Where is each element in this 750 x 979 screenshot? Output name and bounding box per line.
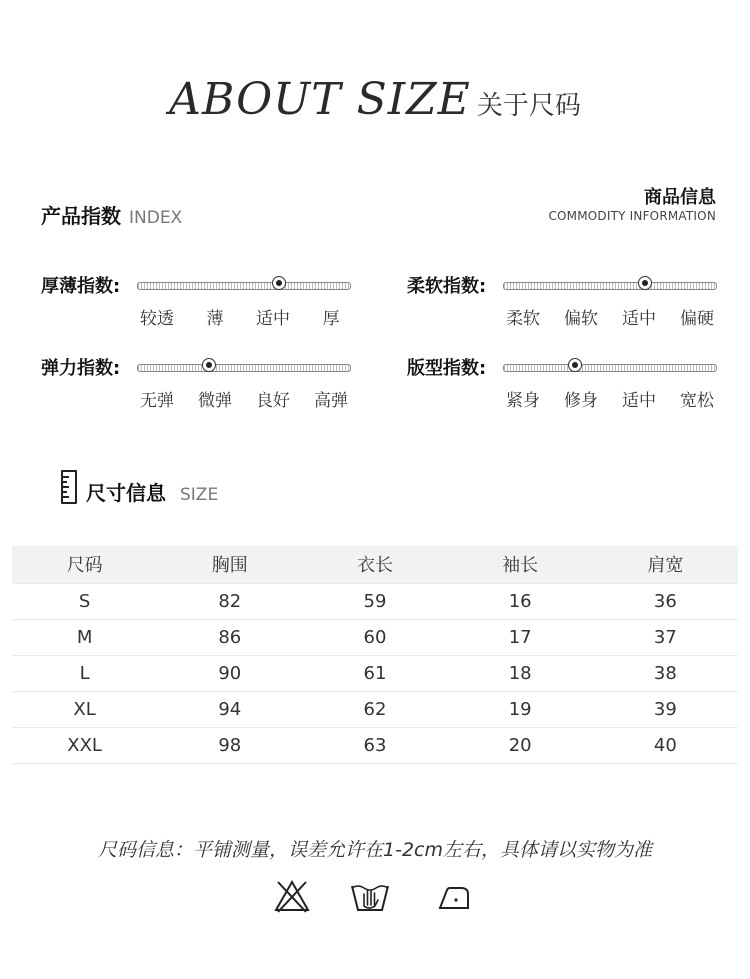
- size-header-zh: 尺寸信息: [86, 481, 166, 505]
- index-tick: 厚: [322, 309, 340, 329]
- index-tick: 微弹: [198, 391, 232, 411]
- no-bleach-icon: [272, 876, 312, 916]
- commodity-info-en: COMMODITY INFORMATION: [548, 209, 716, 223]
- table-cell: 19: [508, 698, 532, 720]
- table-cell: 82: [157, 583, 302, 619]
- index-tick: 修身: [564, 391, 598, 411]
- table-cell: 94: [218, 698, 242, 720]
- index-tick: 柔软: [506, 309, 540, 329]
- size-header-en: SIZE: [180, 485, 219, 505]
- table-cell: 59: [302, 583, 447, 619]
- index-tick: 无弹: [140, 391, 174, 411]
- table-cell: 63: [363, 734, 387, 756]
- index-slider-track: [503, 364, 717, 372]
- page-title: [0, 74, 750, 125]
- table-cell: S: [12, 583, 157, 619]
- commodity-info-zh: 商品信息: [644, 187, 716, 208]
- table-cell: XXL: [67, 734, 102, 756]
- index-tick: 偏软: [564, 309, 598, 329]
- index-tick: 偏硬: [680, 309, 714, 329]
- table-cell: 90: [218, 662, 242, 684]
- index-slider-track: [137, 282, 351, 290]
- table-cell: L: [79, 662, 90, 684]
- index-tick: 良好: [256, 391, 290, 411]
- index-header-zh: 产品指数: [41, 204, 121, 228]
- table-cell: XL: [73, 698, 96, 720]
- table-cell: 16: [448, 583, 593, 619]
- table-cell: 18: [508, 662, 532, 684]
- table-cell: 17: [508, 626, 532, 648]
- index-elasticity: [41, 354, 361, 414]
- table-header-cell: 肩宽: [647, 555, 684, 577]
- measurement-note: 尺码信息：平铺测量，误差允许在1-2cm左右，具体请以实物为准: [98, 839, 652, 861]
- table-row: [12, 583, 738, 619]
- title-zh: 关于尺码: [476, 91, 581, 121]
- index-label: 弹力指数:: [41, 358, 121, 379]
- table-cell: 37: [653, 626, 677, 648]
- index-slider-track: [503, 282, 717, 290]
- iron-low-icon: [436, 876, 472, 916]
- table-header-cell: 袖长: [502, 555, 539, 577]
- table-cell: 40: [653, 734, 677, 756]
- index-label: 厚薄指数:: [41, 276, 121, 297]
- index-slider-track: [137, 364, 351, 372]
- table-cell: 38: [653, 662, 677, 684]
- table-cell: 36: [593, 583, 738, 619]
- index-tick: 宽松: [680, 391, 714, 411]
- index-tick: 较透: [140, 309, 174, 329]
- table-cell: 60: [363, 626, 387, 648]
- table-cell: 39: [653, 698, 677, 720]
- table-row: [12, 691, 738, 727]
- index-label: 版型指数:: [407, 358, 487, 379]
- table-cell: 61: [363, 662, 387, 684]
- table-row: [12, 655, 738, 691]
- table-header-cell: 胸围: [211, 555, 248, 577]
- index-tick: 薄: [206, 309, 224, 329]
- table-cell: 86: [218, 626, 242, 648]
- size-header: [86, 477, 218, 506]
- title-en: ABOUT SIZE: [169, 74, 471, 125]
- table-row: [12, 619, 738, 655]
- table-header-cell: 衣长: [356, 555, 393, 577]
- index-tick: 适中: [256, 309, 290, 329]
- hand-wash-icon: [349, 876, 391, 916]
- index-slider-knob: [638, 276, 652, 290]
- table-cell: M: [76, 626, 93, 648]
- index-tick: 高弹: [314, 391, 348, 411]
- index-fit: [407, 354, 727, 414]
- index-tick: 紧身: [506, 391, 540, 411]
- index-softness: [407, 272, 727, 332]
- index-tick: 适中: [622, 391, 656, 411]
- table-header-cell: 尺码: [66, 555, 103, 577]
- table-cell: 62: [363, 698, 387, 720]
- index-thickness: [41, 272, 361, 332]
- index-slider-knob: [272, 276, 286, 290]
- table-cell: 98: [218, 734, 242, 756]
- index-label: 柔软指数:: [407, 276, 487, 297]
- table-cell: 20: [508, 734, 532, 756]
- index-header: [41, 200, 182, 229]
- table-header-row: [12, 546, 738, 583]
- table-row: [12, 727, 738, 763]
- index-header-en: INDEX: [129, 208, 183, 228]
- ruler-icon: [61, 470, 77, 504]
- index-tick: 适中: [622, 309, 656, 329]
- size-table: [12, 546, 738, 764]
